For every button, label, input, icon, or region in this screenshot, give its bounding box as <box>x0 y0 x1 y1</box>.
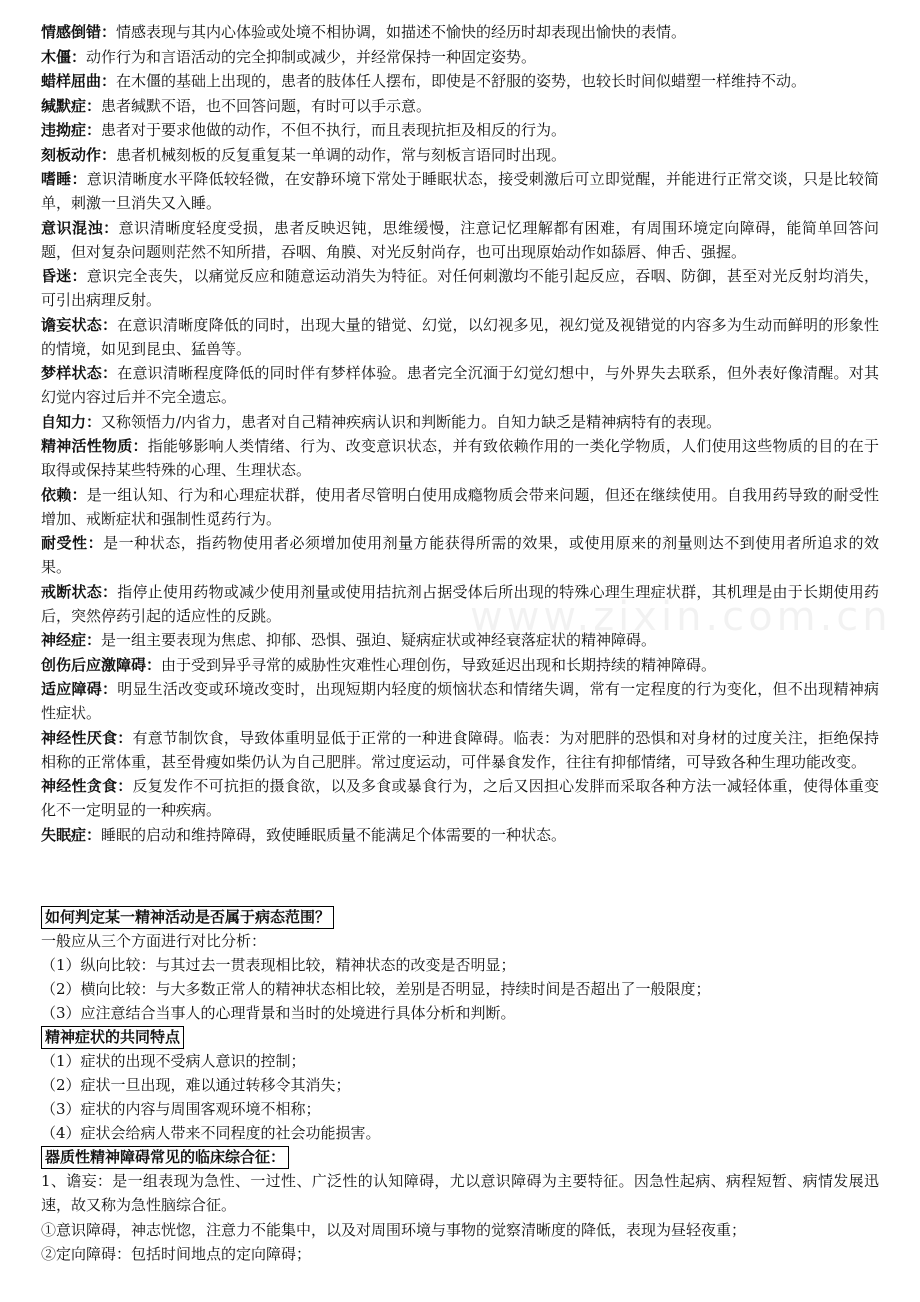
definition-paragraph <box>41 726 879 774</box>
list-item: （3）症状的内容与周围客观环境不相称； <box>41 1100 321 1118</box>
definition-text: 睡眠的启动和维持障碍，致使睡眠质量不能满足个体需要的一种状态。 <box>101 825 567 844</box>
definition-text: 患者对于要求他做的动作，不但不执行，而且表现抗拒及相反的行为。 <box>101 121 567 139</box>
definition-paragraph <box>41 118 879 142</box>
definition-text: 患者缄默不语，也不回答问题，有时可以手示意。 <box>101 96 432 115</box>
definition-paragraph <box>41 167 879 215</box>
definition-paragraph <box>41 216 879 264</box>
section-heading: 器质性精神障碍常见的临床综合征： <box>41 1146 289 1169</box>
definition-paragraph <box>41 361 879 409</box>
definition-text: 是一组认知、行为和心理症状群，使用者尽管明白使用成瘾物质会带来问题，但还在继续使用。自我用药导致的耐受性增加、戒断症状和强制性觅药行为。 <box>41 485 879 528</box>
definition-paragraph <box>41 774 879 822</box>
definition-term: 木僵： <box>41 47 87 66</box>
definition-term: 情感倒错： <box>41 23 117 41</box>
definition-text: 在意识清晰程度降低的同时伴有梦样体验。患者完全沉湎于幻觉幻想中，与外界失去联系，但外表好像清醒。对其幻觉内容过后并不完全遗忘。 <box>41 364 879 406</box>
definition-term: 失眠症： <box>41 825 102 844</box>
definition-term: 梦样状态： <box>41 364 118 382</box>
definition-paragraph <box>41 69 879 93</box>
definition-text: 情感表现与其内心体验或处境不相协调，如描述不愉快的经历时却表现出愉快的表情。 <box>116 23 687 41</box>
definition-term: 神经症： <box>41 631 102 649</box>
definition-term: 违拗症： <box>41 121 102 139</box>
definition-paragraph <box>41 434 879 482</box>
list-item: （2）横向比较：与大多数正常人的精神状态相比较，差别是否明显，持续时间是否超出了一般限度； <box>41 980 711 998</box>
definition-term: 嗜睡： <box>41 170 87 188</box>
section-gap <box>41 847 879 905</box>
definition-paragraph <box>41 264 879 312</box>
definition-paragraph <box>41 580 879 628</box>
section-heading: 如何判定某一精神活动是否属于病态范围？ <box>41 906 334 929</box>
definition-term: 昏迷： <box>41 267 87 285</box>
definition-text: 意识完全丧失，以痛觉反应和随意运动消失为特征。对任何刺激均不能引起反应，吞咽、防御，甚至对光反射均消失，可引出病理反射。 <box>41 267 879 309</box>
section-paragraph: 1、谵妄：是一组表现为急性、一过性、广泛性的认知障碍，尤以意识障碍为主要特征。因急性起病、病程短暂、病情发展迅速，故又称为急性脑综合征。 <box>41 1172 879 1214</box>
definition-paragraph <box>41 483 879 531</box>
definition-text: 有意节制饮食，导致体重明显低于正常的一种进食障碍。临表：为对肥胖的恐惧和对身材的过度关注，拒绝保持相称的正常体重，甚至骨瘦如柴仍认为自己肥胖。常过度运动，可伴暴食发作，往往有抑郁情绪，可导致各种生理功能改变。 <box>41 728 879 771</box>
section-symptom-features <box>41 1025 879 1145</box>
definition-term: 神经性贪食： <box>41 777 133 795</box>
list-item: ①意识障碍，神志恍惚，注意力不能集中，以及对周围环境与事物的觉察清晰度的降低，表现为昼轻夜重； <box>41 1220 747 1239</box>
definition-paragraph <box>41 628 879 652</box>
section-heading: 精神症状的共同特点 <box>41 1026 184 1049</box>
definition-text: 是一组主要表现为焦虑、抑郁、恐惧、强迫、疑病症状或神经衰落症状的精神障碍。 <box>101 631 657 649</box>
definition-text: 在意识清晰度降低的同时，出现大量的错觉、幻觉，以幻视多见，视幻觉及视错觉的内容多为生动而鲜明的形象性的情境，如见到昆虫、猛兽等。 <box>41 315 879 358</box>
definitions-list <box>41 20 879 847</box>
definition-term: 意识混浊： <box>41 218 119 237</box>
definition-paragraph <box>41 143 879 167</box>
section-pathology-judgement <box>41 905 879 1025</box>
definition-paragraph <box>41 823 879 847</box>
definition-text: 动作行为和言语活动的完全抑制或减少，并经常保持一种固定姿势。 <box>86 47 537 66</box>
definition-text: 反复发作不可抗拒的摄食欲，以及多食或暴食行为，之后又因担心发胖而采取各种方法一减轻体重，使得体重变化不一定明显的一种疾病。 <box>41 777 879 819</box>
definition-term: 谵妄状态： <box>41 315 118 334</box>
definition-term: 缄默症： <box>41 96 102 115</box>
definition-term: 耐受性： <box>41 534 104 552</box>
definition-paragraph <box>41 20 879 44</box>
definition-text: 患者机械刻板的反复重复某一单调的动作，常与刻板言语同时出现。 <box>116 145 567 164</box>
definition-term: 自知力： <box>41 412 102 431</box>
definition-term: 戒断状态： <box>41 582 118 601</box>
definition-paragraph <box>41 531 879 579</box>
definition-text: 明显生活改变或环境改变时，出现短期内轻度的烦恼状态和情绪失调，常有一定程度的行为变化，但不出现精神病性症状。 <box>41 680 879 722</box>
definition-paragraph <box>41 653 879 677</box>
definition-text: 意识清晰度轻度受损，患者反映迟钝，思维缓慢，注意记忆理解都有困难，有周围环境定向障碍，能简单回答问题，但对复杂问题则茫然不知所措，吞咽、角膜、对光反射尚存，也可出现原始动作如舔唇、伸舌、强握。 <box>41 218 879 261</box>
definition-term: 精神活性物质： <box>41 437 148 455</box>
list-item: （1）症状的出现不受病人意识的控制； <box>41 1052 306 1070</box>
definition-term: 依赖： <box>41 485 87 504</box>
definition-text: 是一种状态，指药物使用者必须增加使用剂量方能获得所需的效果，或使用原来的剂量则达不到使用者所追求的效果。 <box>41 534 879 576</box>
definition-text: 又称领悟力/内省力，患者对自己精神疾病认识和判断能力。自知力缺乏是精神病特有的表现。 <box>101 412 722 431</box>
definition-paragraph <box>41 410 879 434</box>
definition-term: 神经性厌食： <box>41 728 133 747</box>
list-item: （3）应注意结合当事人的心理背景和当时的处境进行具体分析和判断。 <box>41 1004 516 1022</box>
definition-paragraph <box>41 313 879 361</box>
definition-term: 适应障碍： <box>41 680 118 698</box>
definition-paragraph <box>41 45 879 69</box>
definition-text: 指停止使用药物或减少使用剂量或使用拮抗剂占据受体后所出现的特殊心理生理症状群，其机理是由于长期使用药后，突然停药引起的适应性的反跳。 <box>41 582 879 625</box>
definition-text: 在木僵的基础上出现的，患者的肢体任人摆布，即使是不舒服的姿势，也较长时间似蜡塑一样维持不动。 <box>116 72 807 90</box>
list-item: （2）症状一旦出现，难以通过转移令其消失； <box>41 1076 351 1094</box>
list-item: ②定向障碍：包括时间地点的定向障碍； <box>41 1244 312 1263</box>
section-organic-syndromes <box>41 1145 879 1266</box>
definition-text: 意识清晰度水平降低较轻微，在安静环境下常处于睡眠状态，接受刺激后可立即觉醒，并能进行正常交谈，只是比较简单，刺激一旦消失又入睡。 <box>41 170 879 212</box>
list-item: （1）纵向比较：与其过去一贯表现相比较，精神状态的改变是否明显； <box>41 956 516 974</box>
definition-text: 指能够影响人类情绪、行为、改变意识状态，并有致依赖作用的一类化学物质，人们使用这些物质的目的在于取得或保持某些特殊的心理、生理状态。 <box>41 437 879 479</box>
definition-paragraph <box>41 677 879 725</box>
watermark: www.zixin.com.cn <box>470 594 892 640</box>
definition-text: 由于受到异乎寻常的威胁性灾难性心理创伤，导致延迟出现和长期持续的精神障碍。 <box>161 655 717 674</box>
definition-paragraph <box>41 94 879 118</box>
section-intro: 一般应从三个方面进行对比分析： <box>41 932 267 950</box>
definition-term: 蜡样屈曲： <box>41 72 117 90</box>
definition-term: 创伤后应激障碍： <box>41 655 162 674</box>
definition-term: 刻板动作： <box>41 145 117 164</box>
list-item: （4）症状会给病人带来不同程度的社会功能损害。 <box>41 1124 381 1142</box>
